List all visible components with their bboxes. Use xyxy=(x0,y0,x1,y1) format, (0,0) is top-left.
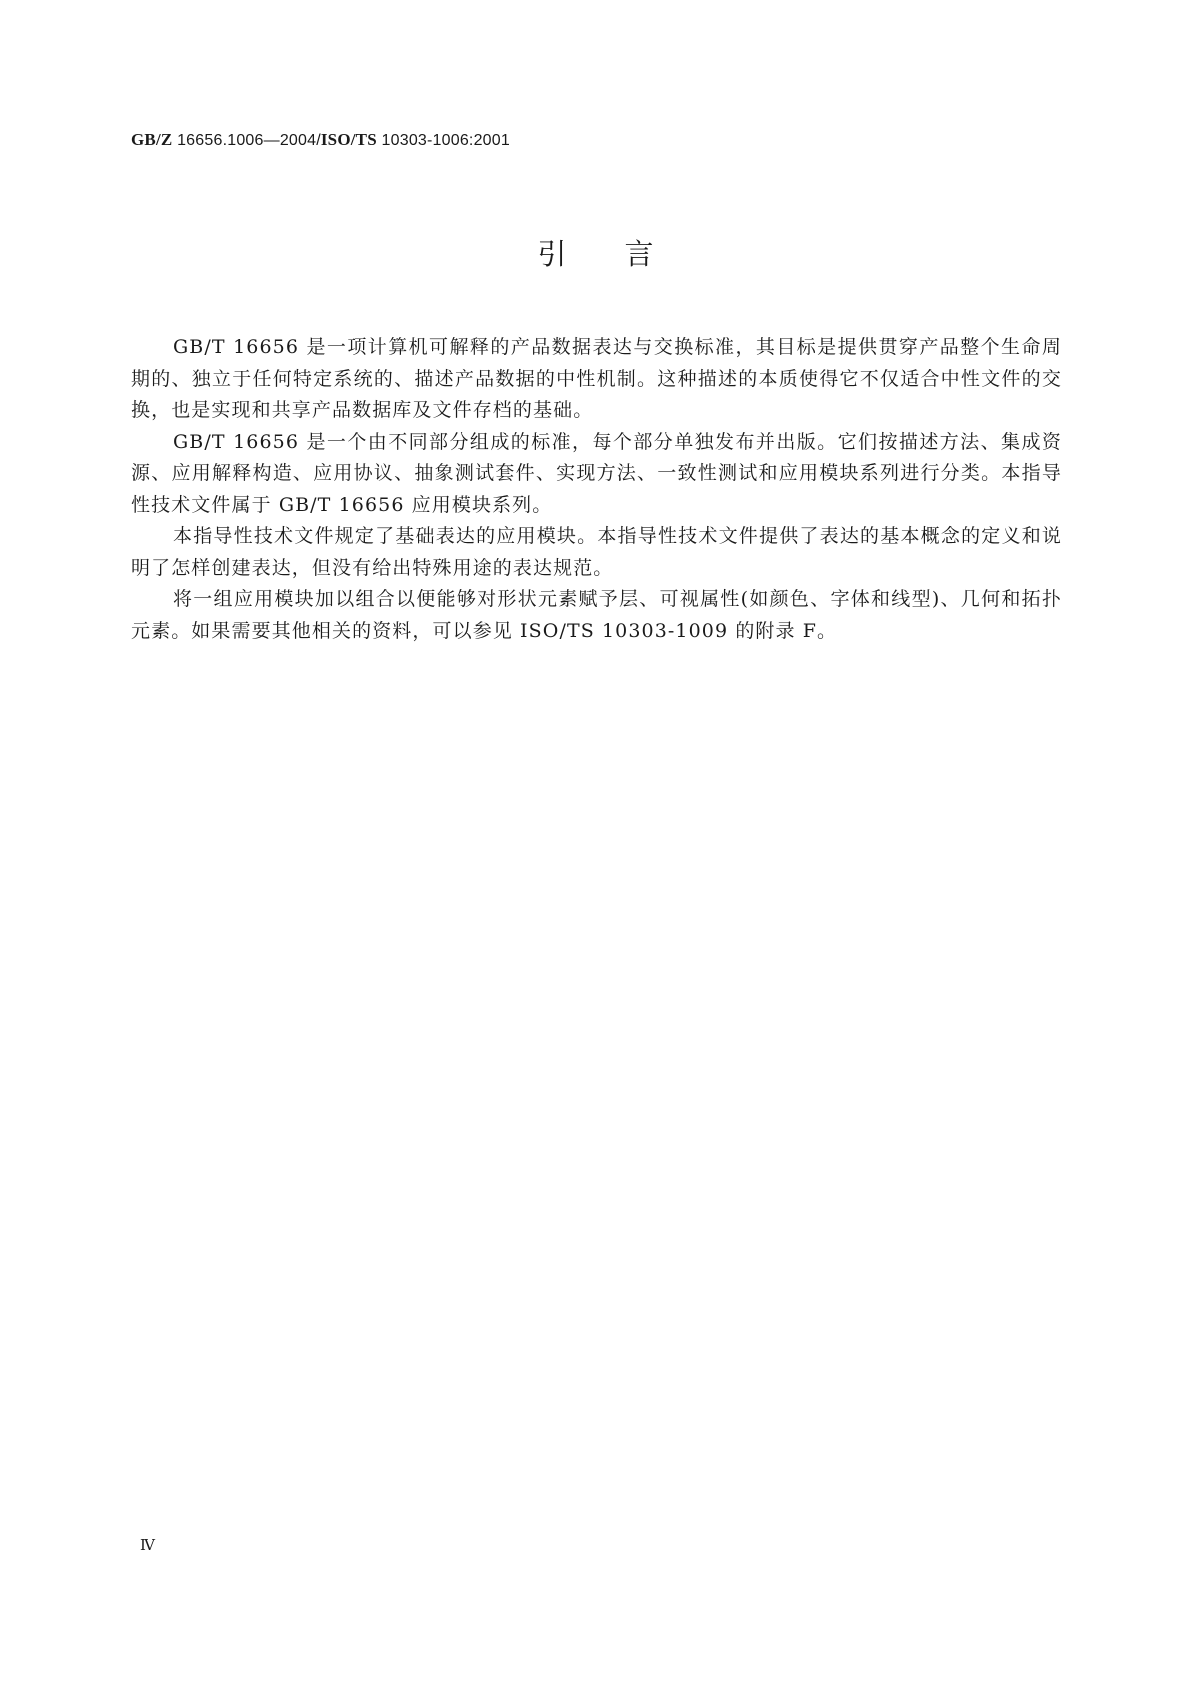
standard-number-part: 16656.1006—2004/ xyxy=(172,132,321,149)
standard-code-prefix: GB/Z xyxy=(131,130,173,149)
page-number: Ⅳ xyxy=(140,1538,155,1554)
document-standard-number xyxy=(131,130,510,150)
paragraph: GB/T 16656 是一个由不同部分组成的标准，每个部分单独发布并出版。它们按描述方法、集成资源、应用解释构造、应用协议、抽象测试套件、实现方法、一致性测试和应用模块系列进行分类。本指导性技术文件属于 GB/T 16656 应用模块系列。 xyxy=(131,430,1062,516)
iso-code-prefix: ISO/TS xyxy=(320,130,377,149)
paragraph: GB/T 16656 是一项计算机可解释的产品数据表达与交换标准，其目标是提供贯穿产品整个生命周期的、独立于任何特定系统的、描述产品数据的中性机制。这种描述的本质使得它不仅适合中性文件的交换，也是实现和共享产品数据库及文件存档的基础。 xyxy=(131,336,1062,421)
introduction-body xyxy=(131,332,1062,647)
page-title: 引言 xyxy=(537,237,712,271)
paragraph: 本指导性技术文件规定了基础表达的应用模块。本指导性技术文件提供了表达的基本概念的定义和说明了怎样创建表达，但没有给出特殊用途的表达规范。 xyxy=(131,525,1062,579)
iso-number-part: 10303-1006:2001 xyxy=(376,132,510,149)
paragraph: 将一组应用模块加以组合以便能够对形状元素赋予层、可视属性(如颜色、字体和线型)、几何和拓扑元素。如果需要其他相关的资料，可以参见 ISO/TS 10303-1009 的附录 F。 xyxy=(131,588,1062,642)
